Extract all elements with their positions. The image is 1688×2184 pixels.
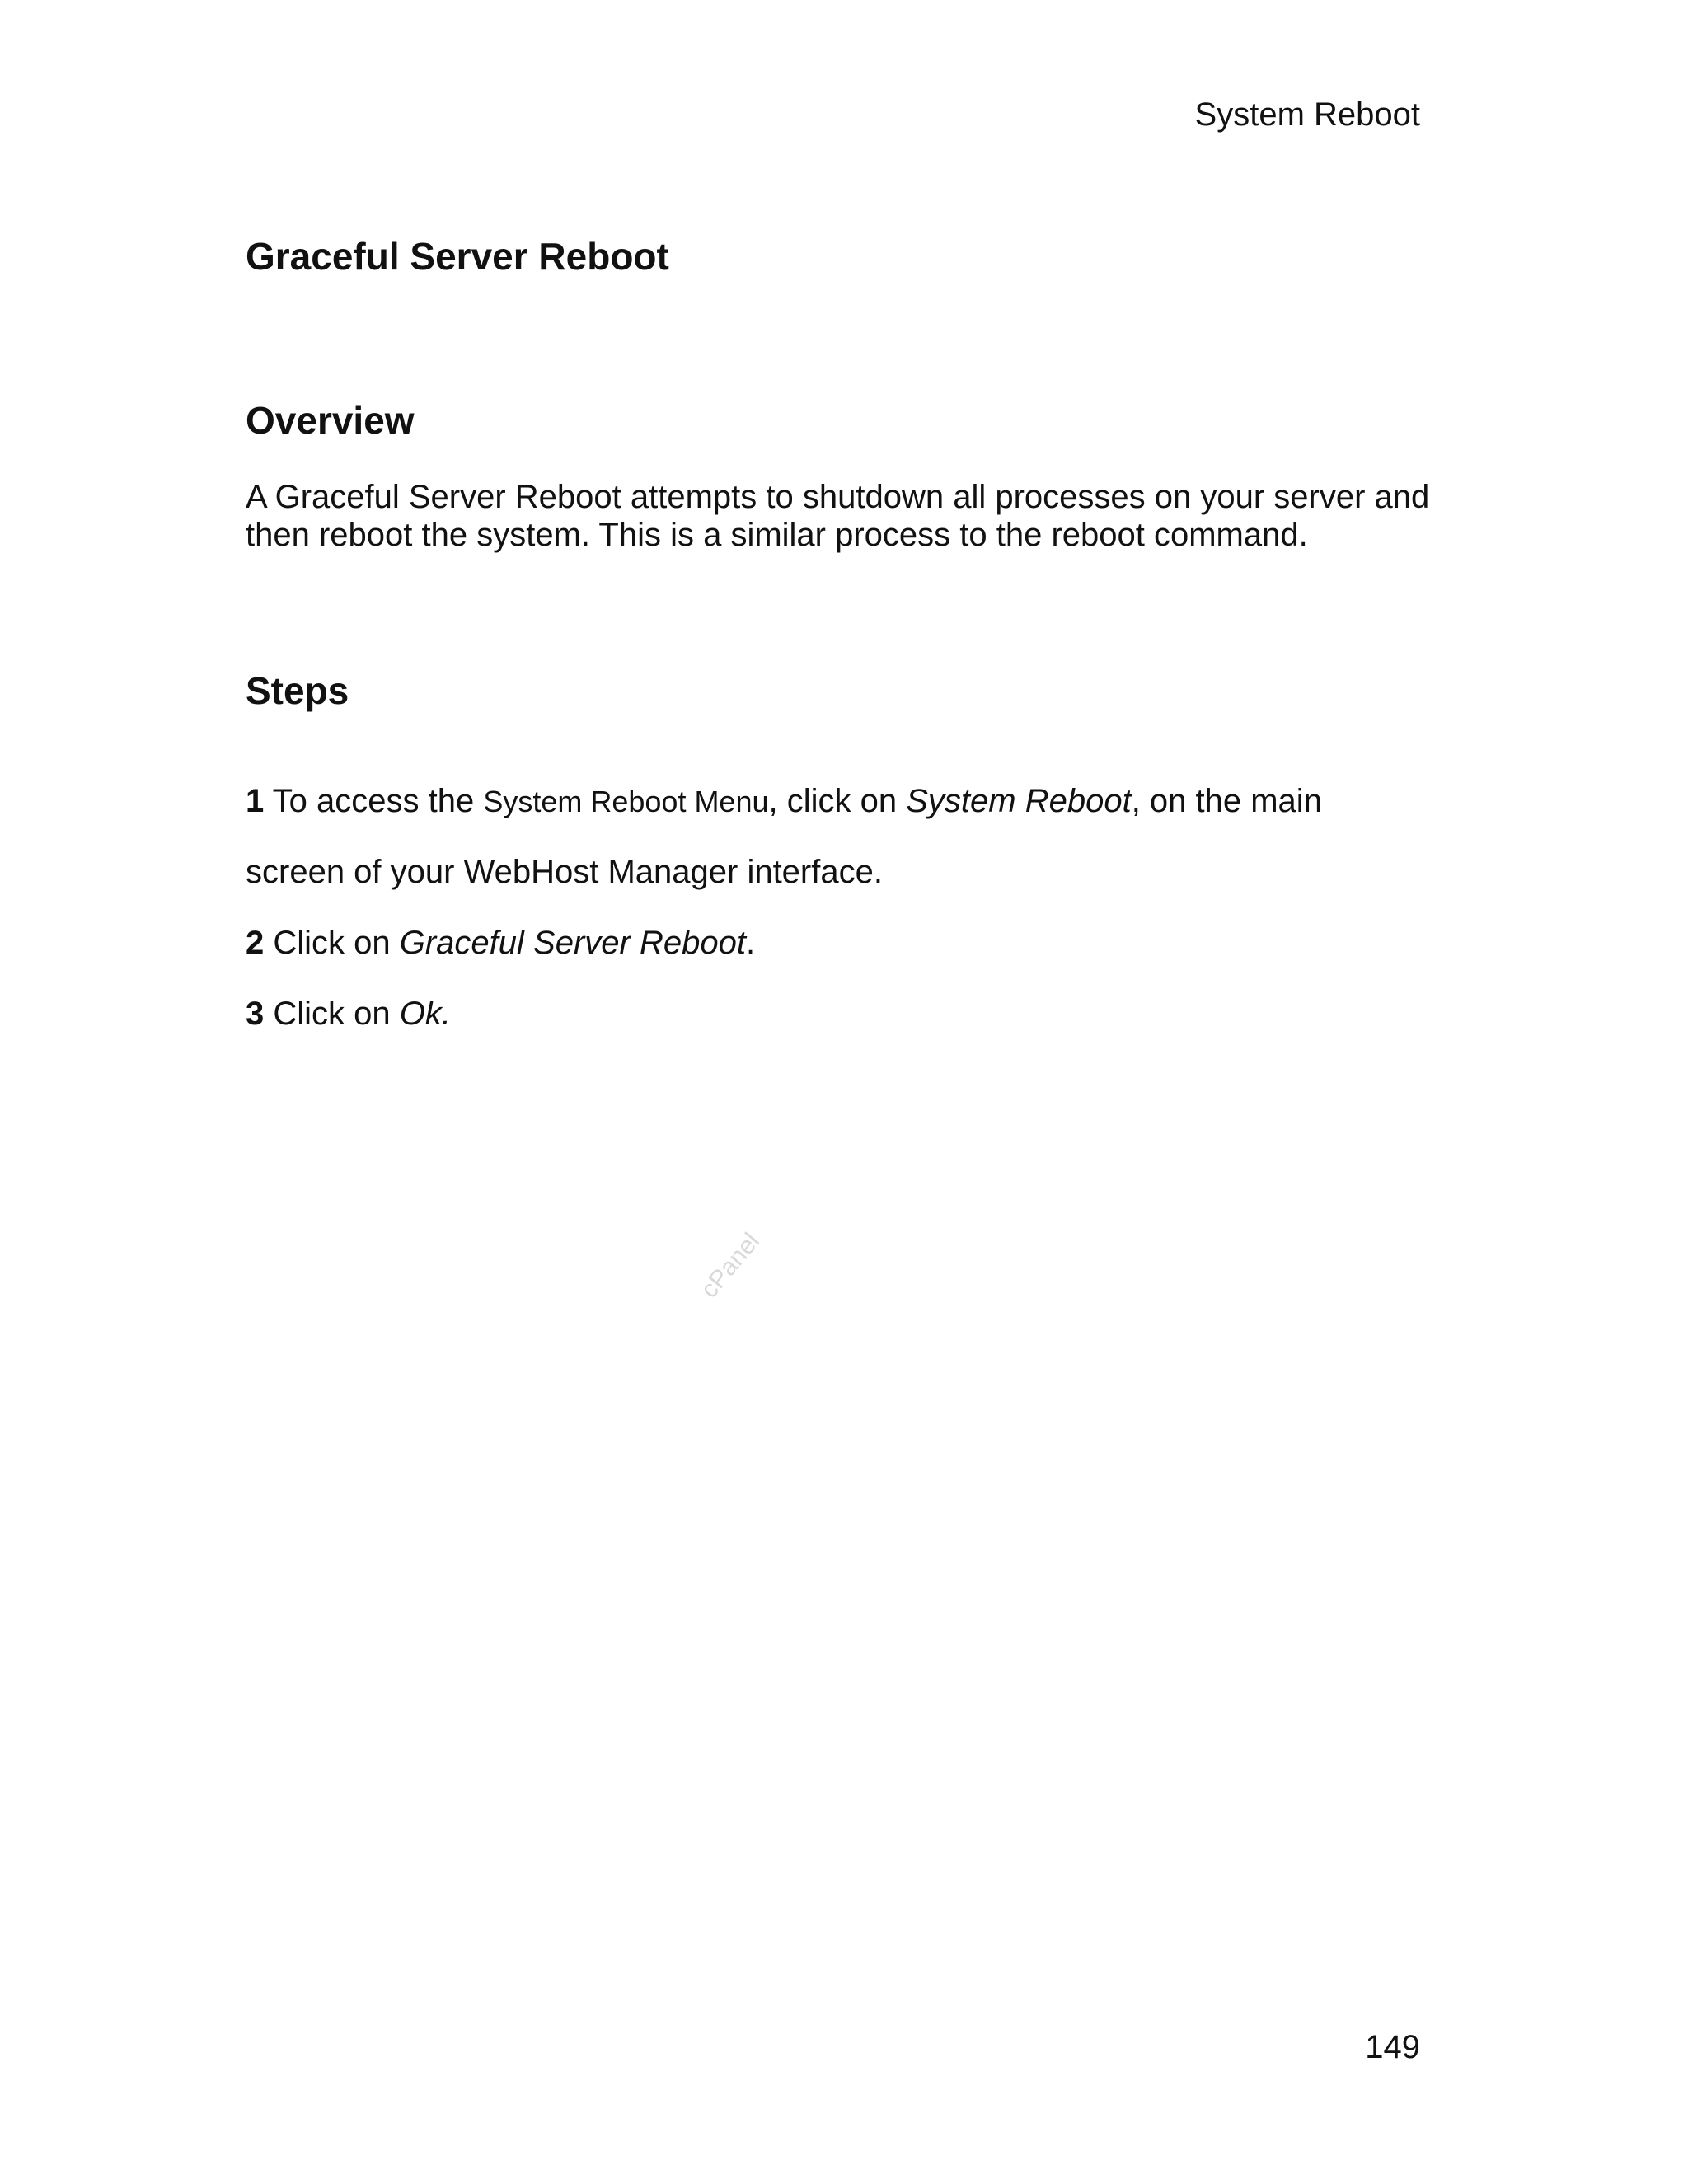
step-1-menu-name: System Reboot Menu [483,785,769,818]
step-1 [246,781,1322,822]
step-1-text-middle: , click on [768,783,907,819]
page-number: 149 [1365,2029,1420,2065]
running-header: System Reboot [1194,96,1420,133]
watermark: cPanel [695,1227,766,1304]
step-2-emphasis: Graceful Server Reboot [399,925,746,961]
page-title: Graceful Server Reboot [246,235,669,278]
overview-paragraph: A Graceful Server Reboot attempts to shutdown all processes on your server and then reboot the system. This is a similar process to the reboot command. [246,479,1430,553]
step-1-number: 1 [246,783,265,819]
step-1-text-before: To access the [264,783,484,819]
step-2 [246,923,755,963]
step-3-emphasis: Ok. [399,996,451,1032]
step-3-number: 3 [246,996,265,1032]
overview-heading: Overview [246,399,415,442]
step-1-text-after: , on the main [1131,783,1322,819]
step-1-continuation: screen of your WebHost Manager interface. [246,854,883,890]
step-1-emphasis: System Reboot [906,783,1132,819]
step-3-text-before: Click on [264,996,400,1032]
step-2-number: 2 [246,925,265,961]
step-3 [246,994,451,1033]
step-2-text-before: Click on [264,925,400,961]
step-2-text-after: . [745,925,756,961]
steps-heading: Steps [246,669,349,712]
